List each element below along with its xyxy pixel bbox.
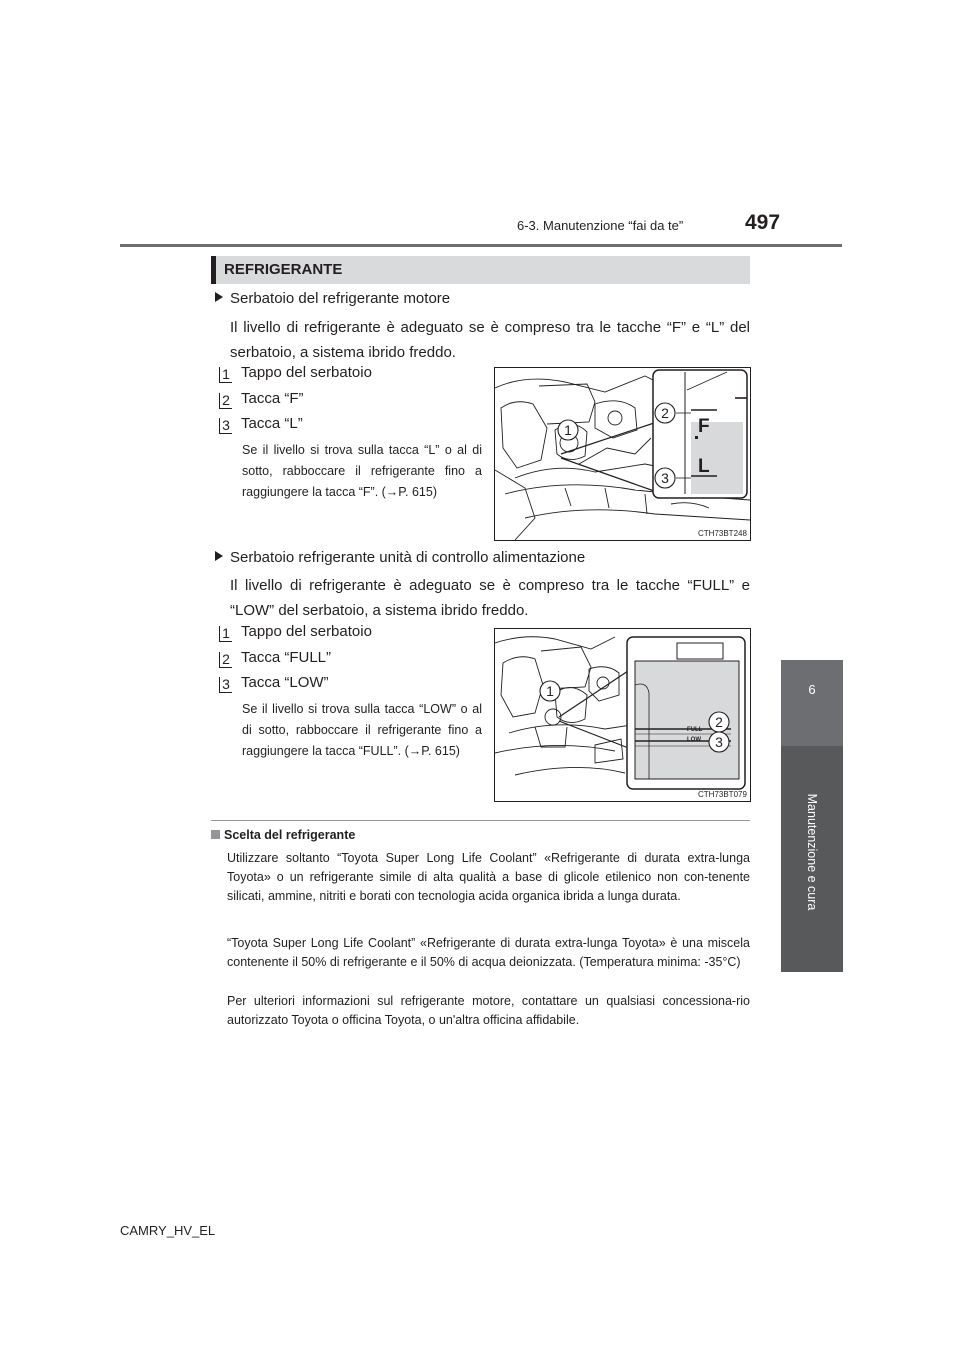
- pcu-bay-illustration: [495, 629, 750, 801]
- coolant-choice-paragraph-2: “Toyota Super Long Life Coolant” «Refrigerante di durata extra-lunga Toyota» è una miscela contenente il 50% di refrigerante e il 50% di acqua deionizzata. (Temperatura minima: -35°C): [227, 936, 750, 969]
- pcu-item-2: 2 Tacca “FULL”: [219, 649, 331, 668]
- pcu-tank-heading: Serbatoio refrigerante unità di controllo alimentazione: [215, 549, 585, 566]
- mark-l-label: L: [698, 456, 710, 477]
- coolant-choice-heading: Scelta del refrigerante: [211, 828, 355, 842]
- chapter-number: 6: [808, 682, 816, 697]
- header-section-title: 6-3. Manutenzione “fai da te”: [517, 218, 684, 233]
- engine-tank-figure: [494, 367, 751, 541]
- header-rule: [120, 244, 842, 247]
- callout-1-label: 1: [564, 422, 572, 438]
- section-heading-bar: [211, 256, 216, 284]
- mark-f-label: F: [698, 416, 710, 437]
- triangle-bullet-icon: [215, 292, 223, 302]
- engine-item-3: 3 Tacca “L”: [219, 415, 303, 434]
- mark-low-label: LOW: [687, 737, 701, 743]
- chapter-tab: [781, 660, 843, 746]
- chapter-title: Manutenzione e cura: [805, 793, 819, 911]
- engine-item-1: 1 Tappo del serbatoio: [219, 364, 372, 383]
- pcu-tank-note: Se il livello si trova sulla tacca “LOW” o al di sotto, rabboccare il refrigerante fino a raggiungere la tacca “FULL”. (→P. 615): [242, 702, 482, 758]
- pcu-tank-description: Il livello di refrigerante è adeguato se è compreso tra le tacche “FULL” e “LOW” del serbatoio, a sistema ibrido freddo.: [230, 577, 750, 619]
- figure-code: CTH73BT248: [698, 529, 747, 538]
- section-heading-text: REFRIGERANTE: [224, 261, 343, 278]
- pcu-tank-figure: [494, 628, 751, 802]
- pcu-item-3: 3 Tacca “LOW”: [219, 674, 329, 693]
- coolant-choice-paragraph-1: Utilizzare soltanto “Toyota Super Long Life Coolant” «Refrigerante di durata extra-lunga Toyota» o un refrigerante simile di alta qualità a base di glicole etilenico non con-tenente silicati, ammine, nitriti e borati con tecnologia acida organica ibrida a lunga durata.: [227, 851, 750, 903]
- engine-item-2: 2 Tacca “F”: [219, 390, 304, 409]
- pcu-item-1: 1 Tappo del serbatoio: [219, 623, 372, 642]
- callout-3-label: 3: [661, 470, 669, 486]
- model-code: CAMRY_HV_EL: [120, 1223, 216, 1238]
- mark-full-label: FULL: [687, 727, 703, 733]
- callout-3-label: 3: [715, 734, 723, 750]
- figure-code: CTH73BT079: [698, 790, 747, 799]
- engine-bay-illustration: [495, 368, 750, 540]
- triangle-bullet-icon: [215, 551, 223, 561]
- coolant-choice-paragraph-3: Per ulteriori informazioni sul refrigerante motore, contattare un qualsiasi concessiona-rio autorizzato Toyota o officina Toyota, o un'altra officina affidabile.: [227, 994, 750, 1027]
- engine-tank-heading: Serbatoio del refrigerante motore: [215, 290, 450, 307]
- engine-tank-description: Il livello di refrigerante è adeguato se è compreso tra le tacche “F” e “L” del serbatoio, a sistema ibrido freddo.: [230, 319, 750, 361]
- section-heading: [211, 256, 750, 284]
- page-number: 497: [745, 211, 781, 234]
- callout-1-label: 1: [546, 683, 554, 699]
- engine-tank-note: Se il livello si trova sulla tacca “L” o al di sotto, rabboccare il refrigerante fino a raggiungere la tacca “F”. (→P. 615): [242, 443, 482, 499]
- footnote-rule: [211, 820, 750, 821]
- callout-2-label: 2: [715, 714, 723, 730]
- callout-2-label: 2: [661, 405, 669, 421]
- square-bullet-icon: [211, 830, 220, 839]
